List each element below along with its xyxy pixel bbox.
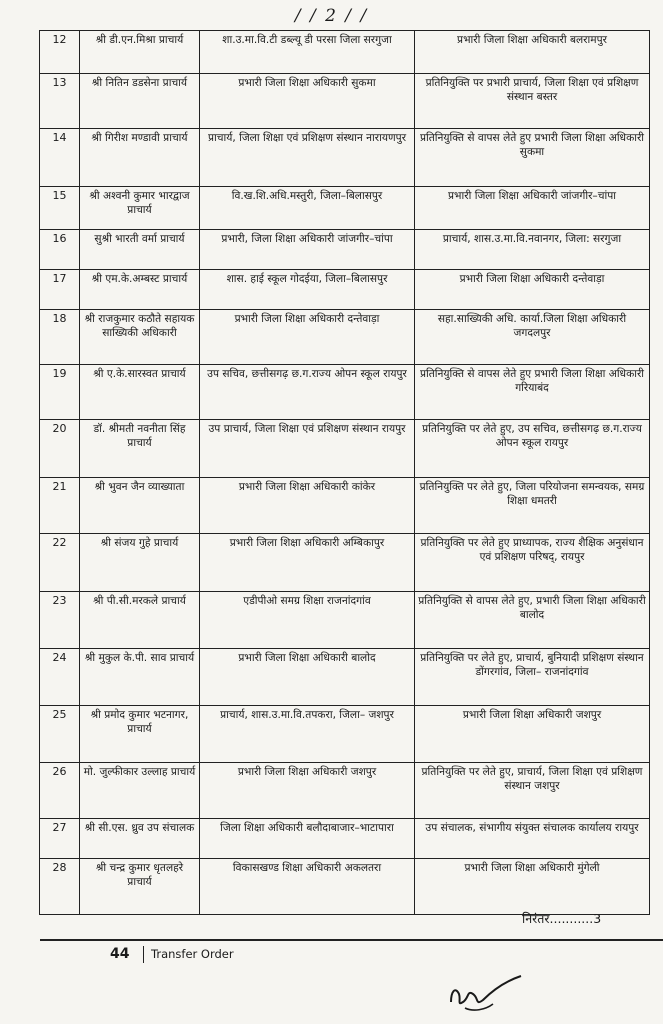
current-posting: प्राचार्य, जिला शिक्षा एवं प्रशिक्षण संस्थान नारायणपुर bbox=[200, 129, 415, 187]
serial-number: 12 bbox=[40, 31, 80, 74]
table-row bbox=[40, 478, 650, 534]
officer-name: श्री प्रमोद कुमार भटनागर, प्राचार्य bbox=[80, 706, 200, 763]
current-posting: वि.ख.शि.अधि.मस्तुरी, जिला–बिलासपुर bbox=[200, 187, 415, 230]
officer-name: सुश्री भारती वर्मा प्राचार्य bbox=[80, 230, 200, 270]
table-row bbox=[40, 230, 650, 270]
table-row bbox=[40, 310, 650, 365]
page-marker: / / 2 / / bbox=[294, 6, 369, 26]
new-posting: प्रतिनियुक्ति से वापस लेते हुए प्रभारी जिला शिक्षा अधिकारी गरियाबंद bbox=[415, 365, 650, 420]
serial-number: 13 bbox=[40, 74, 80, 129]
officer-name: श्री संजय गुहे प्राचार्य bbox=[80, 534, 200, 592]
current-posting: शास. हाई स्कूल गोदईया, जिला–बिलासपुर bbox=[200, 270, 415, 310]
new-posting: प्रभारी जिला शिक्षा अधिकारी मुंगेली bbox=[415, 859, 650, 915]
officer-name: श्री सी.एस. ध्रुव उप संचालक bbox=[80, 819, 200, 859]
current-posting: प्रभारी जिला शिक्षा अधिकारी बालोद bbox=[200, 649, 415, 706]
table-row bbox=[40, 534, 650, 592]
table-row bbox=[40, 819, 650, 859]
table-row bbox=[40, 74, 650, 129]
table-row bbox=[40, 31, 650, 74]
officer-name: श्री राजकुमार कठौते सहायक साख्यिकी अधिकारी bbox=[80, 310, 200, 365]
officer-name: श्री ए.के.सारस्वत प्राचार्य bbox=[80, 365, 200, 420]
current-posting: एडीपीओ समग्र शिक्षा राजनांदगांव bbox=[200, 592, 415, 649]
new-posting: प्रतिनियुक्ति पर लेते हुए, प्राचार्य, जिला शिक्षा एवं प्रशिक्षण संस्थान जशपुर bbox=[415, 763, 650, 819]
serial-number: 26 bbox=[40, 763, 80, 819]
table-row bbox=[40, 365, 650, 420]
serial-number: 17 bbox=[40, 270, 80, 310]
officer-name: श्री डी.एन.मिश्रा प्राचार्य bbox=[80, 31, 200, 74]
footer-separator bbox=[143, 946, 144, 963]
table-row bbox=[40, 649, 650, 706]
new-posting: प्रभारी जिला शिक्षा अधिकारी जांजगीर–चांपा bbox=[415, 187, 650, 230]
transfer-table bbox=[39, 30, 650, 915]
current-posting: प्रभारी जिला शिक्षा अधिकारी अम्बिकापुर bbox=[200, 534, 415, 592]
serial-number: 25 bbox=[40, 706, 80, 763]
serial-number: 27 bbox=[40, 819, 80, 859]
table-row bbox=[40, 270, 650, 310]
officer-name: श्री गिरीश मण्डावी प्राचार्य bbox=[80, 129, 200, 187]
new-posting: प्रतिनियुक्ति पर लेते हुए, प्राचार्य, बुनियादी प्रशिक्षण संस्थान डोंगरगांव, जिला– राजनांदगांव bbox=[415, 649, 650, 706]
officer-name: श्री अश्वनी कुमार भारद्वाज प्राचार्य bbox=[80, 187, 200, 230]
serial-number: 15 bbox=[40, 187, 80, 230]
current-posting: प्रभारी जिला शिक्षा अधिकारी जशपुर bbox=[200, 763, 415, 819]
officer-name: श्री पी.सी.मरकले प्राचार्य bbox=[80, 592, 200, 649]
current-posting: विकासखण्ड शिक्षा अधिकारी अकलतरा bbox=[200, 859, 415, 915]
table-row bbox=[40, 706, 650, 763]
new-posting: प्रतिनियुक्ति से वापस लेते हुए प्रभारी जिला शिक्षा अधिकारी सुकमा bbox=[415, 129, 650, 187]
officer-name: श्री भुवन जैन व्याख्याता bbox=[80, 478, 200, 534]
new-posting: प्रतिनियुक्ति पर प्रभारी प्राचार्य, जिला शिक्षा एवं प्रशिक्षण संस्थान बस्तर bbox=[415, 74, 650, 129]
current-posting: प्रभारी जिला शिक्षा अधिकारी कांकेर bbox=[200, 478, 415, 534]
new-posting: प्रतिनियुक्ति पर लेते हुए, जिला परियोजना समन्वयक, समग्र शिक्षा धमतरी bbox=[415, 478, 650, 534]
current-posting: जिला शिक्षा अधिकारी बलौदाबाजार–भाटापारा bbox=[200, 819, 415, 859]
new-posting: प्रतिनियुक्ति से वापस लेते हुए, प्रभारी जिला शिक्षा अधिकारी बालोद bbox=[415, 592, 650, 649]
new-posting: प्रतिनियुक्ति पर लेते हुए प्राध्यापक, राज्य शैक्षिक अनुसंधान एवं प्रशिक्षण परिषद्, रायपुर bbox=[415, 534, 650, 592]
officer-name: श्री नितिन डडसेना प्राचार्य bbox=[80, 74, 200, 129]
serial-number: 24 bbox=[40, 649, 80, 706]
serial-number: 23 bbox=[40, 592, 80, 649]
signature-scribble bbox=[445, 972, 525, 1016]
officer-name: डॉ. श्रीमती नवनीता सिंह प्राचार्य bbox=[80, 420, 200, 478]
serial-number: 19 bbox=[40, 365, 80, 420]
new-posting: प्रतिनियुक्ति पर लेते हुए, उप सचिव, छत्तीसगढ़ छ.ग.राज्य ओपन स्कूल रायपुर bbox=[415, 420, 650, 478]
table-row bbox=[40, 187, 650, 230]
current-posting: प्रभारी, जिला शिक्षा अधिकारी जांजगीर–चांपा bbox=[200, 230, 415, 270]
current-posting: प्राचार्य, शास.उ.मा.वि.तपकरा, जिला– जशपुर bbox=[200, 706, 415, 763]
table-row bbox=[40, 763, 650, 819]
new-posting: प्रभारी जिला शिक्षा अधिकारी जशपुर bbox=[415, 706, 650, 763]
new-posting: प्राचार्य, शास.उ.मा.वि.नवानगर, जिला: सरगुजा bbox=[415, 230, 650, 270]
new-posting: सहा.साख्यिकी अधि. कार्या.जिला शिक्षा अधिकारी जगदलपुर bbox=[415, 310, 650, 365]
table-row bbox=[40, 592, 650, 649]
officer-name: श्री चन्द्र कुमार धृतलहरे प्राचार्य bbox=[80, 859, 200, 915]
table-row bbox=[40, 859, 650, 915]
officer-name: श्री मुकुल के.पी. साव प्राचार्य bbox=[80, 649, 200, 706]
serial-number: 14 bbox=[40, 129, 80, 187]
serial-number: 22 bbox=[40, 534, 80, 592]
table-row bbox=[40, 420, 650, 478]
officer-name: श्री एम.के.अम्बस्ट प्राचार्य bbox=[80, 270, 200, 310]
new-posting: प्रभारी जिला शिक्षा अधिकारी बलरामपुर bbox=[415, 31, 650, 74]
footer-divider bbox=[40, 939, 663, 941]
footer-page-number: 44 bbox=[110, 946, 130, 962]
current-posting: उप सचिव, छत्तीसगढ़ छ.ग.राज्य ओपन स्कूल रायपुर bbox=[200, 365, 415, 420]
serial-number: 28 bbox=[40, 859, 80, 915]
current-posting: प्रभारी जिला शिक्षा अधिकारी दन्तेवाड़ा bbox=[200, 310, 415, 365]
new-posting: उप संचालक, संभागीय संयुक्त संचालक कार्यालय रायपुर bbox=[415, 819, 650, 859]
serial-number: 16 bbox=[40, 230, 80, 270]
current-posting: शा.उ.मा.वि.टी डब्ल्यू डी परसा जिला सरगुजा bbox=[200, 31, 415, 74]
serial-number: 21 bbox=[40, 478, 80, 534]
footer-label: Transfer Order bbox=[151, 947, 234, 961]
new-posting: प्रभारी जिला शिक्षा अधिकारी दन्तेवाड़ा bbox=[415, 270, 650, 310]
continuation-note: निरंतर...........3 bbox=[522, 911, 602, 926]
current-posting: उप प्राचार्य, जिला शिक्षा एवं प्रशिक्षण संस्थान रायपुर bbox=[200, 420, 415, 478]
current-posting: प्रभारी जिला शिक्षा अधिकारी सुकमा bbox=[200, 74, 415, 129]
officer-name: मो. जुल्फीकार उल्लाह प्राचार्य bbox=[80, 763, 200, 819]
table-row bbox=[40, 129, 650, 187]
serial-number: 18 bbox=[40, 310, 80, 365]
serial-number: 20 bbox=[40, 420, 80, 478]
